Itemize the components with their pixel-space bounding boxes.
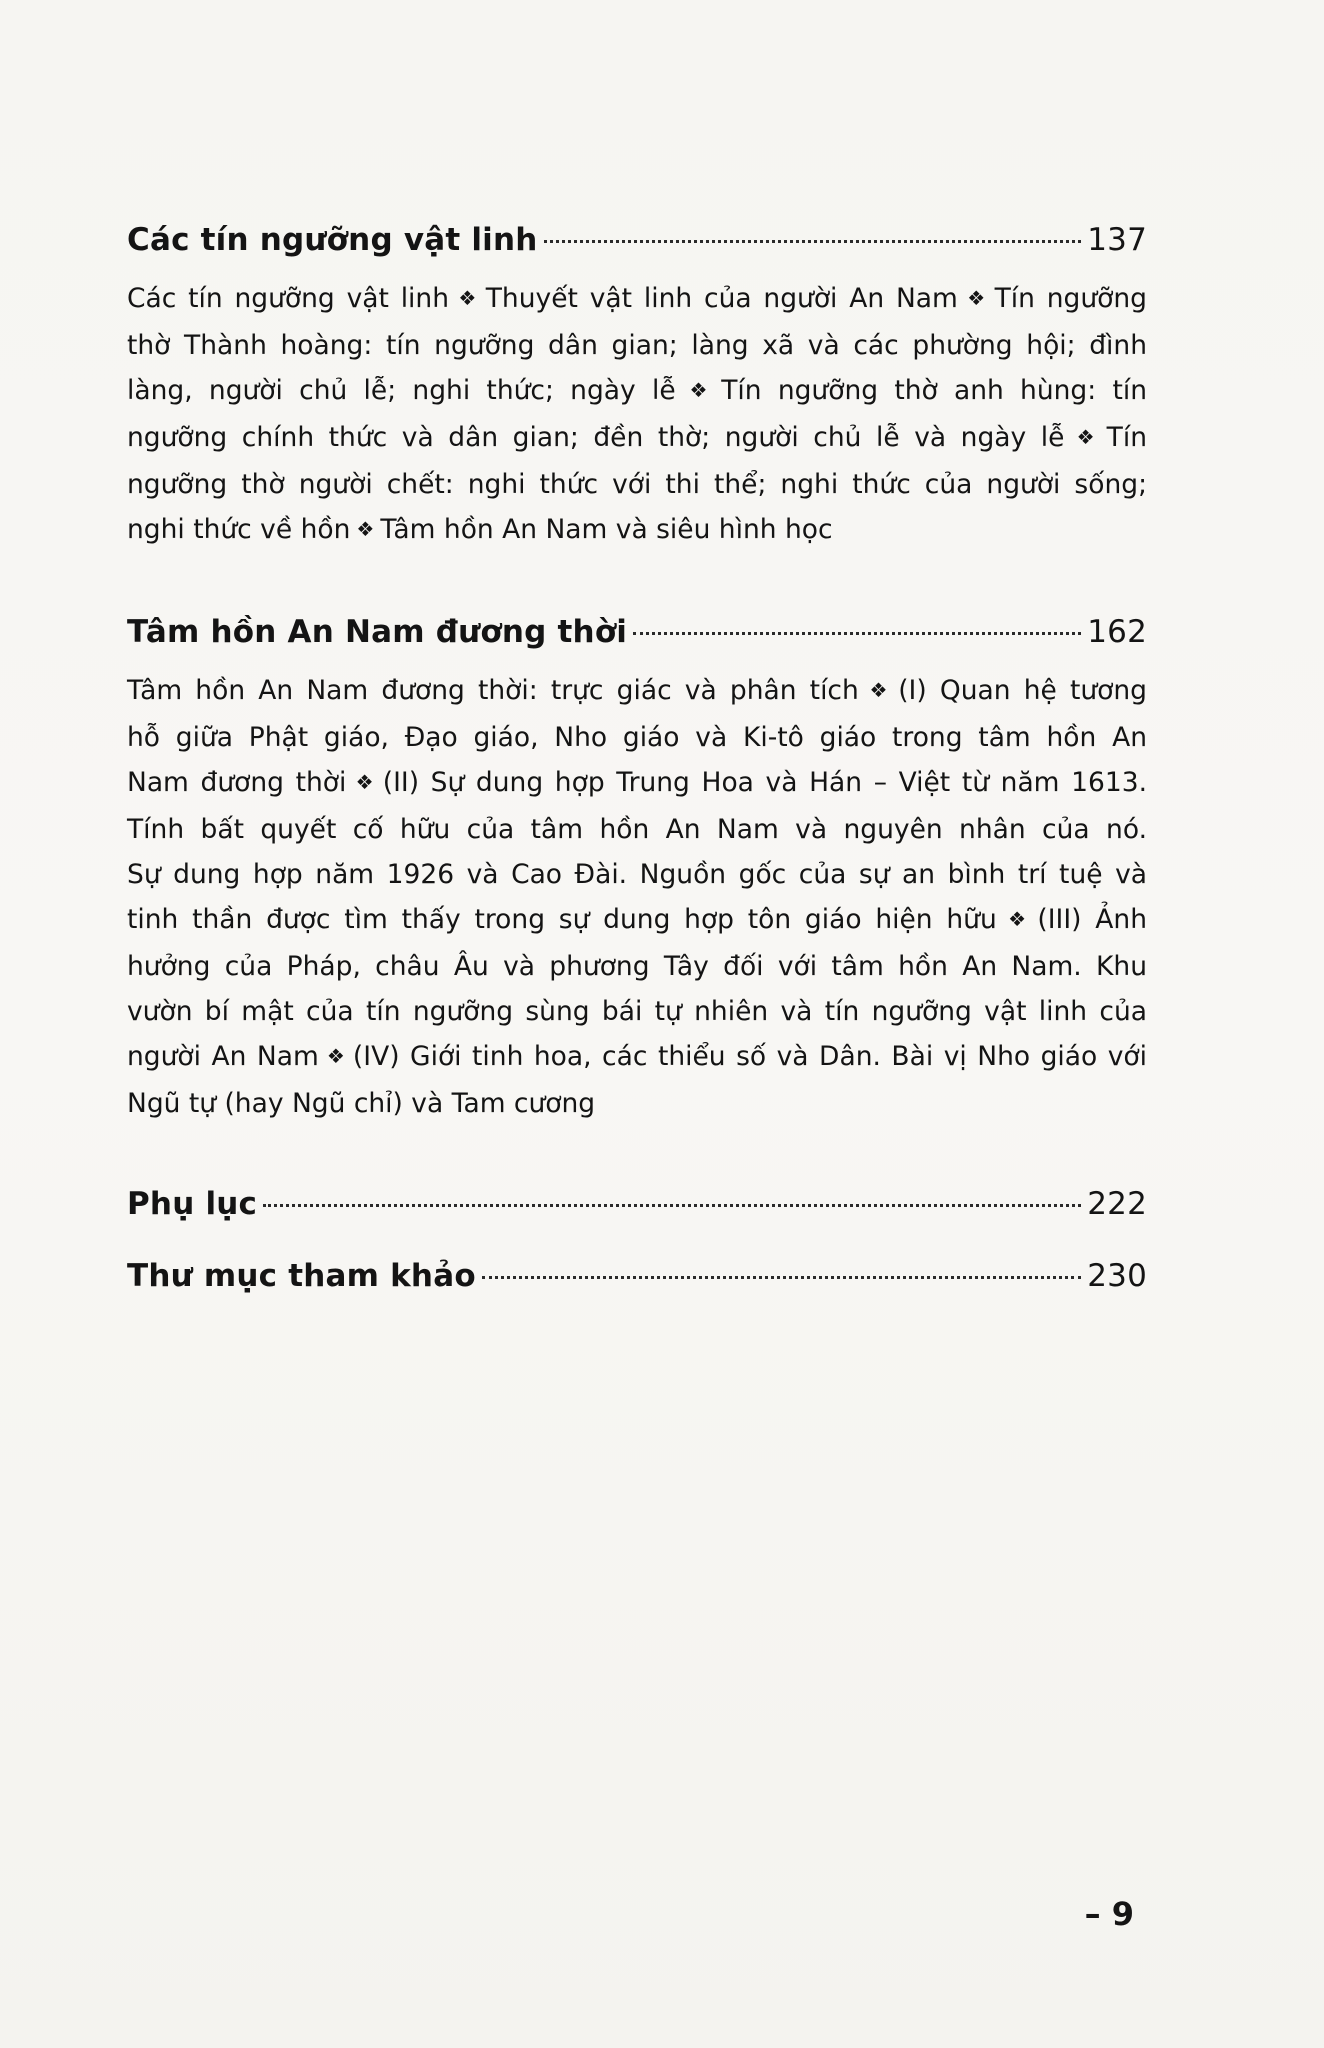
description-line: Các tín ngưỡng vật linh ❖ Thuyết vật linh của người An Nam ❖ Tín ngưỡng bbox=[127, 283, 1148, 314]
separator-icon: ❖ bbox=[1002, 907, 1032, 931]
description-line: người An Nam ❖ (IV) Giới tinh hoa, các thiểu số và Dân. Bài vị Nho giáo với bbox=[127, 1041, 1148, 1072]
description-line: hưởng của Pháp, châu Âu và phương Tây đối với tâm hồn An Nam. Khu bbox=[127, 951, 1147, 982]
description-line: nghi thức về hồn ❖ Tâm hồn An Nam và siêu hình học bbox=[127, 514, 833, 545]
description-line: tinh thần được tìm thấy trong sự dung hợp tôn giáo hiện hữu ❖ (III) Ảnh bbox=[127, 904, 1147, 935]
separator-icon: ❖ bbox=[324, 1044, 347, 1068]
table-of-contents bbox=[127, 218, 1147, 1354]
toc-heading bbox=[127, 218, 1147, 262]
dot-leader bbox=[544, 240, 1082, 243]
toc-title: Các tín ngưỡng vật linh bbox=[127, 222, 538, 258]
description-line: thờ Thành hoàng: tín ngưỡng dân gian; làng xã và các phường hội; đình bbox=[127, 330, 1147, 361]
description-line: hỗ giữa Phật giáo, Đạo giáo, Nho giáo và Ki-tô giáo trong tâm hồn An bbox=[127, 722, 1147, 753]
toc-title: Thư mục tham khảo bbox=[127, 1258, 476, 1294]
toc-page-number: 137 bbox=[1087, 222, 1147, 258]
description-line: Ngũ tự (hay Ngũ chỉ) và Tam cương bbox=[127, 1088, 596, 1119]
separator-icon: ❖ bbox=[352, 770, 377, 794]
toc-heading bbox=[127, 1182, 1147, 1226]
description-line: làng, người chủ lễ; nghi thức; ngày lễ ❖ Tín ngưỡng thờ anh hùng: tín bbox=[127, 375, 1147, 406]
page-number: – 9 bbox=[1084, 1895, 1134, 1933]
description-line: ngưỡng thờ người chết: nghi thức với thi thể; nghi thức của người sống; bbox=[127, 469, 1147, 500]
toc-entry bbox=[127, 1254, 1147, 1298]
description-line: ngưỡng chính thức và dân gian; đền thờ; người chủ lễ và ngày lễ ❖ Tín bbox=[127, 422, 1147, 453]
separator-icon: ❖ bbox=[681, 378, 716, 402]
toc-description bbox=[127, 668, 1147, 1126]
description-line: Sự dung hợp năm 1926 và Cao Đài. Nguồn gốc của sự an bình trí tuệ và bbox=[127, 859, 1147, 890]
dot-leader bbox=[482, 1276, 1081, 1279]
dot-leader bbox=[263, 1204, 1081, 1207]
separator-icon: ❖ bbox=[963, 286, 989, 310]
toc-heading bbox=[127, 1254, 1147, 1298]
dot-leader bbox=[633, 632, 1081, 635]
toc-title: Phụ lục bbox=[127, 1186, 258, 1222]
toc-title: Tâm hồn An Nam đương thời bbox=[127, 614, 628, 650]
description-line: Nam đương thời ❖ (II) Sự dung hợp Trung Hoa và Hán – Việt từ năm 1613. bbox=[127, 767, 1147, 798]
separator-icon: ❖ bbox=[455, 286, 480, 310]
toc-entry bbox=[127, 218, 1147, 554]
separator-icon: ❖ bbox=[1070, 425, 1101, 449]
separator-icon: ❖ bbox=[356, 517, 375, 541]
toc-page-number: 162 bbox=[1087, 614, 1147, 650]
toc-description bbox=[127, 276, 1147, 554]
separator-icon: ❖ bbox=[864, 678, 893, 702]
toc-heading bbox=[127, 610, 1147, 654]
toc-page-number: 222 bbox=[1087, 1186, 1147, 1222]
toc-page-number: 230 bbox=[1087, 1258, 1147, 1294]
toc-entry bbox=[127, 1182, 1147, 1226]
toc-entry bbox=[127, 610, 1147, 1126]
description-line: vườn bí mật của tín ngưỡng sùng bái tự nhiên và tín ngưỡng vật linh của bbox=[127, 996, 1147, 1027]
description-line: Tâm hồn An Nam đương thời: trực giác và phân tích ❖ (I) Quan hệ tương bbox=[127, 675, 1147, 706]
description-line: Tính bất quyết cố hữu của tâm hồn An Nam và nguyên nhân của nó. bbox=[127, 814, 1147, 845]
